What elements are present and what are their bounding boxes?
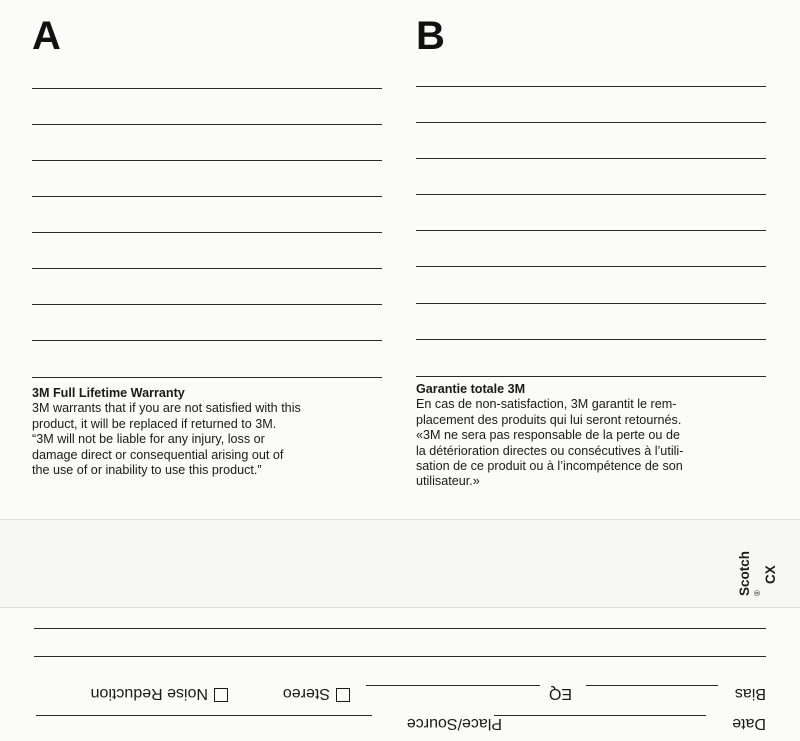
track-line — [416, 158, 766, 159]
track-line — [416, 303, 766, 304]
warranty-english — [32, 386, 301, 478]
track-line — [32, 340, 382, 341]
place-source-label: Place/Source — [406, 715, 502, 732]
registered-mark: ® — [753, 590, 762, 596]
warranty-line: la détérioration directes ou consécutives à l’utili- — [416, 443, 684, 458]
side-b-letter: B — [416, 14, 445, 58]
warranty-line: product, it will be replaced if returned to 3M. — [32, 416, 277, 431]
bias-line — [586, 685, 718, 686]
track-line — [416, 230, 766, 231]
track-line — [32, 88, 382, 89]
warranty-line: sation de ce produit ou à l’incompétence de son — [416, 459, 683, 474]
track-line — [32, 268, 382, 269]
brand-model: CX — [763, 565, 778, 584]
recording-info-flap — [0, 608, 800, 741]
warranty-line: damage direct or consequential arising out of — [32, 447, 284, 462]
stereo-checkbox[interactable] — [336, 688, 350, 702]
track-line — [416, 122, 766, 123]
noise-reduction-option — [91, 684, 228, 702]
track-line — [32, 232, 382, 233]
warranty-line: “3M will not be liable for any injury, loss or — [32, 432, 265, 447]
brand-label — [737, 534, 778, 596]
notes-line — [34, 656, 766, 657]
spine — [0, 520, 800, 608]
track-line — [416, 339, 766, 340]
track-line — [32, 196, 382, 197]
noise-reduction-checkbox[interactable] — [214, 688, 228, 702]
date-line — [494, 715, 706, 716]
warranty-line: En cas de non-satisfaction, 3M garantit le rem- — [416, 397, 677, 412]
track-line — [32, 160, 382, 161]
place-source-line — [36, 715, 372, 716]
warranty-line: utilisateur.» — [416, 474, 480, 489]
side-a-letter: A — [32, 14, 61, 58]
eq-line — [366, 685, 540, 686]
noise-reduction-label: Noise Reduction — [90, 685, 208, 702]
track-line — [416, 194, 766, 195]
warranty-line: «3M ne sera pas responsable de la perte ou de — [416, 428, 680, 443]
warranty-french — [416, 382, 683, 490]
track-line — [32, 124, 382, 125]
track-line — [32, 377, 382, 378]
track-line — [416, 266, 766, 267]
eq-label: EQ — [548, 685, 572, 702]
warranty-heading: Garantie totale 3M — [416, 382, 526, 396]
notes-line — [34, 628, 766, 629]
track-line — [416, 86, 766, 87]
brand-name: Scotch ® — [737, 550, 762, 596]
date-label: Date — [732, 715, 766, 732]
warranty-line: the use of or inability to use this product.” — [32, 463, 262, 478]
bias-label: Bias — [734, 685, 766, 702]
warranty-line: 3M warrants that if you are not satisfied with this — [32, 401, 301, 416]
warranty-heading: 3M Full Lifetime Warranty — [32, 386, 185, 400]
track-line — [32, 304, 382, 305]
warranty-line: placement des produits qui lui seront retournés. — [416, 412, 682, 427]
stereo-label: Stereo — [282, 685, 330, 702]
stereo-option — [283, 684, 350, 702]
track-line — [416, 376, 766, 377]
